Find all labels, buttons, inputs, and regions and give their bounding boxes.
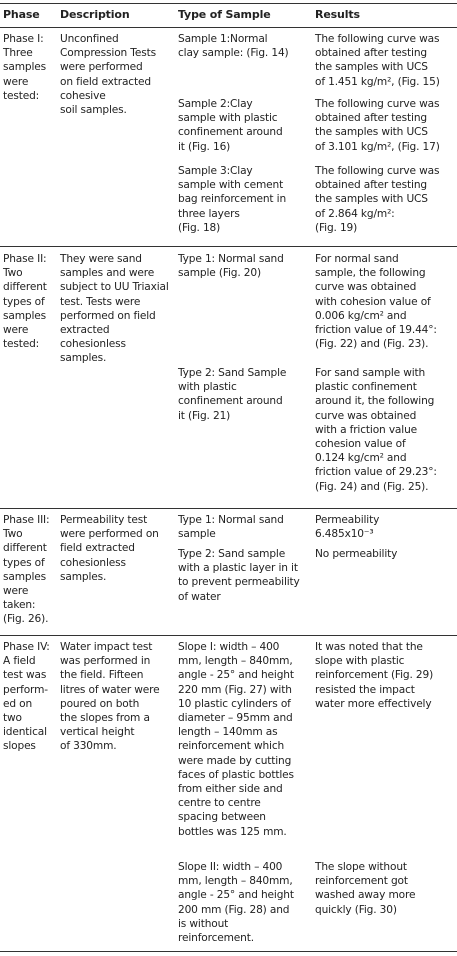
description-cell-line: were performed on bbox=[60, 528, 159, 541]
phase-cell-line: Phase III: bbox=[3, 514, 50, 526]
result-cell-line: plastic confinement bbox=[315, 381, 417, 394]
result-cell-line: 6.485x10⁻³ bbox=[315, 528, 374, 541]
sample-type-cell-line: sample with plastic bbox=[178, 112, 278, 125]
sample-type-cell-line: Type 1: Normal sand bbox=[178, 253, 284, 265]
description-cell-line: Permeability test bbox=[60, 514, 148, 526]
sample-type-cell-line: it (Fig. 16) bbox=[178, 140, 231, 153]
sample-type-cell-line: it (Fig. 21) bbox=[178, 409, 231, 422]
description-cell-line: litres of water were bbox=[60, 683, 160, 696]
sample-type-cell bbox=[178, 252, 284, 280]
sample-type-cell-line: spacing between bbox=[178, 811, 266, 824]
sample-type-cell-line: Type 2: Sand sample bbox=[178, 548, 286, 560]
result-cell-line: with a friction value bbox=[315, 423, 418, 436]
phase-cell-line: Two bbox=[3, 267, 23, 280]
result-cell-line: 0.124 kg/cm² and bbox=[315, 452, 407, 465]
sample-type-cell-line: with a plastic layer in it bbox=[178, 562, 298, 575]
description-cell-line: Compression Tests bbox=[60, 47, 156, 60]
description-cell bbox=[60, 252, 169, 366]
phase-cell-line: were bbox=[3, 324, 29, 337]
header-results: Results bbox=[315, 8, 360, 21]
result-cell-line: friction value of 19.44°: bbox=[315, 324, 437, 337]
description-cell-line: subject to UU Triaxial bbox=[60, 281, 169, 294]
description-cell-line: soil samples. bbox=[60, 104, 127, 117]
sample-type-cell-line: length – 140mm as bbox=[178, 726, 278, 739]
result-cell-line: The following curve was bbox=[315, 98, 440, 110]
sample-type-cell-line: sample with cement bbox=[178, 179, 284, 192]
description-cell-line: test. Tests were bbox=[60, 295, 141, 308]
sample-type-cell-line: with plastic bbox=[178, 381, 237, 394]
row-rule bbox=[0, 246, 457, 247]
phase-cell-line: tested: bbox=[3, 89, 40, 102]
sample-type-cell-line: Slope II: width – 400 bbox=[178, 861, 283, 873]
result-cell bbox=[315, 164, 439, 235]
result-cell-line: (Fig. 19) bbox=[315, 221, 358, 234]
result-cell-line: obtained after testing bbox=[315, 47, 427, 60]
result-cell-line: The following curve was bbox=[315, 33, 440, 45]
phase-cell-line: were bbox=[3, 585, 29, 598]
sample-type-cell bbox=[178, 860, 294, 945]
result-cell-line: of 3.101 kg/m², (Fig. 17) bbox=[315, 140, 440, 153]
description-cell-line: vertical height bbox=[60, 726, 135, 739]
header-rule bbox=[0, 27, 457, 28]
sample-type-cell-line: three layers bbox=[178, 207, 240, 220]
sample-type-cell bbox=[178, 513, 284, 541]
sample-type-cell-line: Sample 3:Clay bbox=[178, 165, 253, 177]
description-cell-line: samples and were bbox=[60, 267, 155, 280]
sample-type-cell-line: Type 1: Normal sand bbox=[178, 514, 284, 526]
sample-type-cell-line: bag reinforcement in bbox=[178, 193, 287, 206]
phase-cell-line: samples bbox=[3, 61, 46, 74]
sample-type-cell-line: Type 2: Sand Sample bbox=[178, 367, 287, 379]
phase-cell-line: were bbox=[3, 75, 29, 88]
table-top-rule bbox=[0, 3, 457, 4]
phase-cell-line: ed on bbox=[3, 697, 33, 710]
description-cell-line: the slopes from a bbox=[60, 712, 150, 725]
sample-type-cell-line: sample bbox=[178, 528, 216, 541]
row-rule bbox=[0, 508, 457, 509]
result-cell bbox=[315, 547, 397, 561]
phase-cell bbox=[3, 513, 49, 627]
sample-type-cell-line: of water bbox=[178, 590, 221, 603]
result-cell-line: the samples with UCS bbox=[315, 126, 428, 139]
phase-cell-line: Three bbox=[3, 47, 33, 60]
phase-cell-line: different bbox=[3, 542, 47, 555]
phase-cell-line: taken: bbox=[3, 599, 36, 612]
sample-type-cell-line: centre to centre bbox=[178, 797, 261, 810]
result-cell-line: obtained after testing bbox=[315, 179, 427, 192]
phase-cell bbox=[3, 32, 46, 103]
result-cell bbox=[315, 366, 437, 494]
result-cell-line: of 1.451 kg/m², (Fig. 15) bbox=[315, 75, 440, 88]
phase-cell-line: perform- bbox=[3, 683, 48, 696]
sample-type-cell-line: confinement around bbox=[178, 126, 283, 139]
result-cell-line: curve was obtained bbox=[315, 409, 417, 422]
result-cell-line: quickly (Fig. 30) bbox=[315, 903, 397, 916]
result-cell-line: curve was obtained bbox=[315, 281, 417, 294]
phase-cell-line: Two bbox=[3, 528, 23, 541]
phase-cell-line: slopes bbox=[3, 740, 36, 753]
result-cell-line: cohesion value of bbox=[315, 438, 406, 451]
phase-cell-line: test was bbox=[3, 669, 47, 682]
sample-type-cell-line: angle - 25° and height bbox=[178, 669, 294, 682]
phase-cell-line: types of bbox=[3, 295, 45, 308]
sample-type-cell bbox=[178, 164, 286, 235]
phase-cell-line: A field bbox=[3, 655, 36, 668]
sample-type-cell-line: faces of plastic bottles bbox=[178, 768, 294, 781]
sample-type-cell-line: clay sample: (Fig. 14) bbox=[178, 47, 289, 60]
sample-type-cell-line: 220 mm (Fig. 27) with bbox=[178, 683, 292, 696]
result-cell-line: (Fig. 22) and (Fig. 23). bbox=[315, 338, 429, 351]
result-cell-line: water more effectively bbox=[315, 697, 432, 710]
result-cell-line: of 2.864 kg/m²: bbox=[315, 207, 395, 220]
sample-type-cell-line: Sample 2:Clay bbox=[178, 98, 253, 110]
header-phase: Phase bbox=[3, 8, 40, 21]
phase-cell-line: types of bbox=[3, 556, 45, 569]
description-cell-line: They were sand bbox=[60, 253, 142, 265]
result-cell-line: friction value of 29.23°: bbox=[315, 466, 437, 479]
result-cell-line: (Fig. 24) and (Fig. 25). bbox=[315, 480, 429, 493]
result-cell-line: sample, the following bbox=[315, 267, 426, 280]
sample-type-cell-line: Sample 1:Normal bbox=[178, 33, 268, 45]
phase-cell-line: Phase II: bbox=[3, 253, 47, 265]
description-cell-line: field extracted bbox=[60, 542, 135, 555]
sample-type-cell-line: bottles was 125 mm. bbox=[178, 825, 287, 838]
sample-type-cell bbox=[178, 547, 300, 604]
sample-type-cell-line: mm, length – 840mm, bbox=[178, 655, 293, 668]
description-cell-line: cohesive bbox=[60, 89, 106, 102]
phase-cell-line: Phase I: bbox=[3, 33, 44, 45]
description-cell-line: extracted bbox=[60, 324, 110, 337]
result-cell-line: obtained after testing bbox=[315, 112, 427, 125]
phase-cell-line: different bbox=[3, 281, 47, 294]
result-cell bbox=[315, 252, 437, 351]
phase-cell bbox=[3, 252, 47, 351]
phase-cell-line: (Fig. 26). bbox=[3, 613, 49, 626]
sample-type-cell-line: mm, length – 840mm, bbox=[178, 875, 293, 888]
result-cell-line: resisted the impact bbox=[315, 683, 415, 696]
description-cell-line: on field extracted bbox=[60, 75, 151, 88]
result-cell-line: reinforcement (Fig. 29) bbox=[315, 669, 434, 682]
sample-type-cell bbox=[178, 366, 286, 423]
phase-cell-line: identical bbox=[3, 726, 47, 739]
result-cell-line: the samples with UCS bbox=[315, 61, 428, 74]
result-cell-line: No permeability bbox=[315, 548, 398, 560]
description-cell bbox=[60, 513, 159, 584]
result-cell-line: with cohesion value of bbox=[315, 295, 431, 308]
sample-type-cell-line: (Fig. 18) bbox=[178, 221, 221, 234]
sample-type-cell-line: angle - 25° and height bbox=[178, 889, 294, 902]
result-cell-line: reinforcement got bbox=[315, 875, 408, 888]
sample-type-cell-line: to prevent permeability bbox=[178, 576, 300, 589]
description-cell bbox=[60, 32, 156, 117]
result-cell bbox=[315, 32, 440, 89]
phase-cell-line: tested: bbox=[3, 338, 40, 351]
sample-type-cell-line: diameter – 95mm and bbox=[178, 712, 293, 725]
description-cell-line: poured on both bbox=[60, 697, 140, 710]
sample-type-cell-line: from either side and bbox=[178, 783, 283, 796]
description-cell-line: cohesionless bbox=[60, 338, 126, 351]
phase-cell-line: samples bbox=[3, 309, 46, 322]
row-rule bbox=[0, 635, 457, 636]
sample-type-cell-line: reinforcement which bbox=[178, 740, 285, 753]
result-cell-line: It was noted that the bbox=[315, 641, 423, 653]
result-cell-line: The slope without bbox=[315, 861, 407, 873]
phase-cell-line: Phase IV: bbox=[3, 641, 50, 653]
phase-cell bbox=[3, 640, 50, 754]
result-cell-line: the samples with UCS bbox=[315, 193, 428, 206]
description-cell-line: were performed bbox=[60, 61, 143, 74]
sample-type-cell-line: were made by cutting bbox=[178, 754, 292, 767]
description-cell-line: samples. bbox=[60, 570, 107, 583]
phase-cell-line: samples bbox=[3, 570, 46, 583]
result-cell-line: The following curve was bbox=[315, 165, 440, 177]
description-cell-line: cohesionless bbox=[60, 556, 126, 569]
result-cell-line: 0.006 kg/cm² and bbox=[315, 309, 407, 322]
sample-type-cell bbox=[178, 32, 289, 60]
sample-type-cell-line: 10 plastic cylinders of bbox=[178, 697, 291, 710]
sample-type-cell-line: confinement around bbox=[178, 395, 283, 408]
result-cell-line: Permeability bbox=[315, 514, 380, 526]
description-cell bbox=[60, 640, 160, 754]
sample-type-cell-line: is without bbox=[178, 917, 229, 930]
result-cell-line: For sand sample with bbox=[315, 367, 426, 379]
result-cell bbox=[315, 513, 379, 541]
result-cell bbox=[315, 97, 440, 154]
result-cell-line: slope with plastic bbox=[315, 655, 405, 668]
result-cell-line: For normal sand bbox=[315, 253, 399, 265]
sample-type-cell bbox=[178, 640, 294, 839]
description-cell-line: of 330mm. bbox=[60, 740, 117, 753]
sample-type-cell-line: sample (Fig. 20) bbox=[178, 267, 261, 280]
description-cell-line: Unconfined bbox=[60, 33, 119, 45]
sample-type-cell-line: Slope I: width – 400 bbox=[178, 641, 280, 653]
header-description: Description bbox=[60, 8, 130, 21]
description-cell-line: samples. bbox=[60, 352, 107, 365]
table-bottom-rule bbox=[0, 951, 457, 952]
result-cell-line: washed away more bbox=[315, 889, 416, 902]
description-cell-line: Water impact test bbox=[60, 641, 153, 653]
header-type-of-sample: Type of Sample bbox=[178, 8, 271, 21]
description-cell-line: performed on field bbox=[60, 309, 156, 322]
phase-cell-line: two bbox=[3, 712, 22, 725]
result-cell-line: around it, the following bbox=[315, 395, 435, 408]
sample-type-cell bbox=[178, 97, 283, 154]
description-cell-line: was performed in bbox=[60, 655, 151, 668]
sample-type-cell-line: reinforcement. bbox=[178, 932, 254, 945]
sample-type-cell-line: 200 mm (Fig. 28) and bbox=[178, 903, 290, 916]
description-cell-line: the field. Fifteen bbox=[60, 669, 144, 682]
result-cell bbox=[315, 640, 433, 711]
result-cell bbox=[315, 860, 415, 917]
